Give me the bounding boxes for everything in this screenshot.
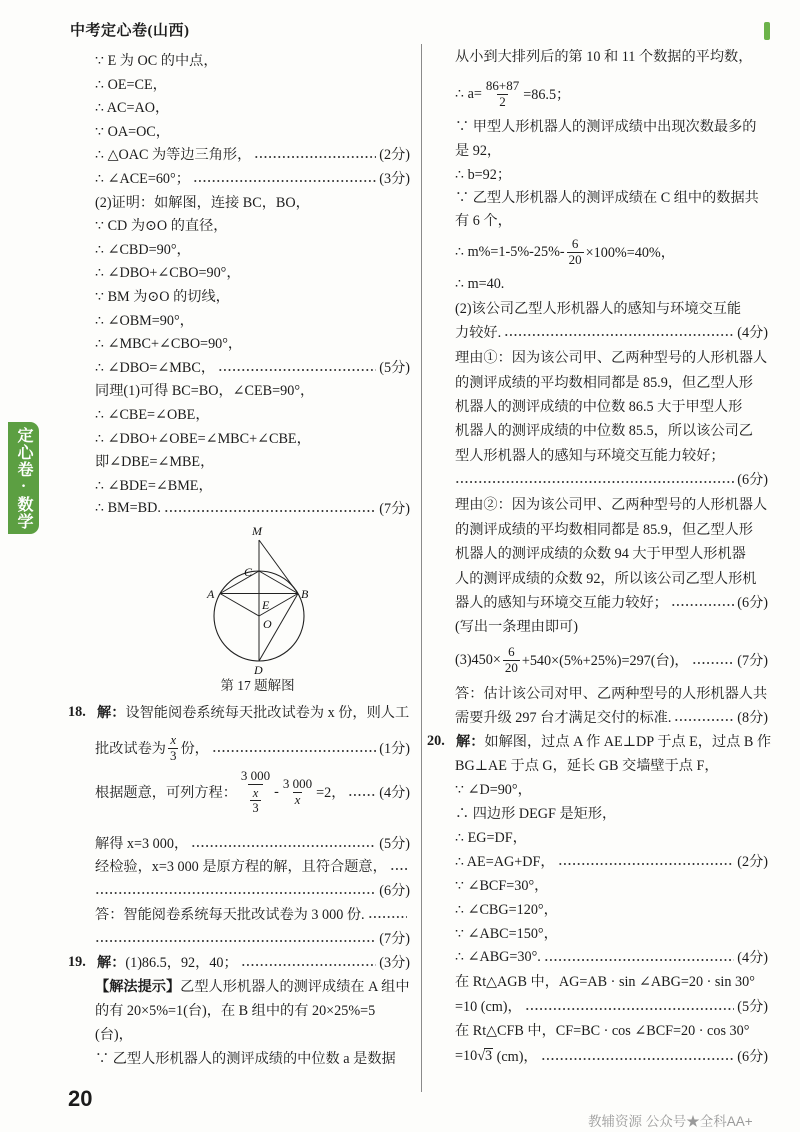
- question-number: 19.: [68, 953, 86, 970]
- score-label: (6分): [737, 1049, 768, 1065]
- answer-line: [455, 467, 768, 491]
- answer-line: 在 Rt△AGB 中，AG=AB · sin ∠ABG=20 · sin 30°: [455, 974, 755, 990]
- answer-line: ∴ ∠CBG=120°，: [455, 902, 558, 918]
- answer-line: (台)，: [95, 1027, 133, 1043]
- dot-leader: [191, 831, 376, 855]
- corner-mark: [764, 22, 770, 40]
- dot-leader: [368, 902, 407, 926]
- answer-line: =10 √ 3 (cm)， (6分): [455, 1044, 768, 1068]
- score-label: (5分): [379, 360, 410, 376]
- answer-line: 人的测评成绩的众数 92，所以该公司乙型人形机: [455, 571, 757, 587]
- dot-leader: [254, 142, 376, 166]
- answer-line: ∴ ∠DBO+∠OBE=∠MBC+∠CBE，: [95, 431, 311, 447]
- dot-leader: [674, 705, 734, 729]
- dot-leader: [390, 854, 407, 878]
- dot-leader: [558, 849, 735, 873]
- answer-line: (2)证明：如解图，连接 BC，BO，: [95, 195, 310, 211]
- answer-line: [95, 878, 410, 902]
- dot-leader: [525, 994, 735, 1018]
- answer-line: 机器人的测评成绩的中位数 85.5，所以该公司乙: [455, 423, 753, 439]
- question-number: 18.: [68, 703, 86, 720]
- answer-line: ∵ ∠BCF=30°，: [455, 878, 549, 894]
- answer-line: ∴ ∠ABG=30°. (4分): [455, 945, 768, 969]
- answer-line: 同理(1)可得 BC=BO，∠CEB=90°，: [95, 383, 315, 399]
- hint-line: 【解法提示】 乙型人形机器人的测评成绩在 A 组中: [95, 974, 410, 998]
- answer-line: (写出一条理由即可): [455, 619, 578, 635]
- dot-leader: [164, 496, 376, 520]
- point-label-a: A: [207, 587, 215, 601]
- equation-line: ∴ m%=1-5%-25%- $\frac{6}{20}$ ×100%=40%，: [455, 235, 675, 267]
- answer-line: ∴ EG=DF，: [455, 830, 527, 846]
- answer-line: ∵ E 为 OC 的中点，: [95, 53, 218, 69]
- answer-line: 答：智能阅卷系统每天批改试卷为 3 000 份.: [95, 902, 410, 926]
- answer-line: 经检验，x=3 000 是原方程的解，且符合题意，: [95, 854, 410, 878]
- fraction: $\frac{3 000}{x}$: [282, 775, 313, 807]
- answer-line: 即∠DBE=∠MBE，: [95, 454, 215, 470]
- answer-line: 的测评成绩的平均数相同都是 85.9，但乙型人形: [455, 375, 753, 391]
- equation-line: (3)450× $\frac{6}{20}$ +540×(5%+25%)=297(台)， (7分): [455, 643, 768, 675]
- segment-cb: [259, 571, 298, 594]
- point-label-b: B: [301, 587, 309, 601]
- segment-mb: [259, 540, 298, 594]
- answer-line: 答：估计该公司对甲、乙两种型号的人形机器人共: [455, 686, 768, 702]
- dot-leader: [504, 320, 734, 344]
- page-number: 20: [68, 1086, 93, 1111]
- answer-line: 的测评成绩的平均数相同都是 85.9，但乙型人形: [455, 522, 753, 538]
- answer-line: 型人形机器人的感知与环境交互能力较好；: [455, 448, 725, 464]
- dot-leader: [544, 945, 734, 969]
- answer-line: ∴ ∠CBE=∠OBE，: [95, 407, 210, 423]
- answer-line: (2)该公司乙型人形机器人的感知与环境交互能: [455, 301, 742, 317]
- fraction: $\frac{3 000}{\frac{x}{3}}$: [240, 767, 271, 815]
- answer-line: ∵ 乙型人形机器人的测评成绩的中位数 a 是数据: [95, 1051, 396, 1067]
- answer-line: 理由①：因为该公司甲、乙两种型号的人形机器人: [455, 350, 768, 366]
- score-label: (4分): [737, 950, 768, 966]
- score-label: (4分): [379, 785, 410, 801]
- point-label-o: O: [263, 617, 272, 631]
- answer-line: ∴ BM=BD. (7分): [95, 496, 410, 520]
- score-label: (6分): [379, 883, 410, 899]
- figure-caption: 第 17 题解图: [220, 678, 295, 693]
- answer-line: 在 Rt△CFB 中，CF=BC · cos ∠BCF=20 · cos 30°: [455, 1023, 750, 1039]
- answer-line: ∵ ∠D=90°，: [455, 782, 532, 798]
- fraction: $\frac{6}{20}$: [504, 643, 518, 675]
- question-19-line: 19. 解： (1)86.5，92，40； (3分): [68, 950, 410, 974]
- dot-leader: [455, 467, 734, 491]
- nested-fraction: $\frac{x}{3}$: [252, 785, 259, 815]
- score-label: (4分): [737, 325, 768, 341]
- score-label: (6分): [737, 595, 768, 611]
- answer-line: ∵ 甲型人形机器人的测评成绩中出现次数最多的: [455, 119, 757, 135]
- answer-line: 力较好. (4分): [455, 320, 768, 344]
- dot-leader: [218, 355, 376, 379]
- fraction: $\frac{6}{20}$: [568, 235, 582, 267]
- segment-ac: [220, 571, 259, 594]
- point-label-c: C: [244, 565, 253, 579]
- equation-line: 根据题意，可列方程： $\frac{3 000}{\frac{x}{3}}$ - $\frac{3 000}{x}$ =2， (4分): [95, 767, 410, 815]
- figure-17-diagram: [195, 518, 320, 683]
- answer-line: ∵ 乙型人形机器人的测评成绩在 C 组中的数据共: [455, 190, 759, 206]
- score-label: (3分): [379, 171, 410, 187]
- score-label: (7分): [737, 653, 768, 669]
- answer-line: ∴ OE=CE，: [95, 77, 167, 93]
- point-label-e: E: [262, 598, 270, 612]
- answer-line: =10 (cm)， (5分): [455, 994, 768, 1018]
- answer-line: ∴ 四边形 DEGF 是矩形，: [455, 806, 617, 822]
- answer-line: ∴ ∠BDE=∠BME，: [95, 478, 213, 494]
- score-label: (1分): [379, 741, 410, 757]
- score-label: (2分): [379, 147, 410, 163]
- fraction: $\frac{x}{3}$: [169, 731, 177, 763]
- answer-line: [95, 926, 410, 950]
- dot-leader: [541, 1044, 735, 1068]
- answer-line: 理由②：因为该公司甲、乙两种型号的人形机器人: [455, 497, 768, 513]
- answer-line: ∵ CD 为⊙O 的直径，: [95, 218, 228, 234]
- equation-line: ∴ a= $\frac{86+87}{2}$ =86.5；: [455, 77, 571, 109]
- answer-line: ∴ ∠DBO=∠MBC， (5分): [95, 355, 410, 379]
- answer-line: 是 92，: [455, 143, 502, 159]
- question-number: 20.: [427, 732, 445, 749]
- answer-line: ∴ ∠DBO+∠CBO=90°，: [95, 265, 241, 281]
- answer-line: 批改试卷为 $\frac{x}{3}$ 份， (1分): [95, 731, 410, 763]
- hint-label: 【解法提示】: [95, 979, 181, 995]
- answer-line: ∵ OA=OC，: [95, 124, 170, 140]
- dot-leader: [193, 166, 376, 190]
- question-20-line: 20. 解： 如解图，过点 A 作 AE⊥DP 于点 E，过点 B 作: [427, 732, 772, 750]
- score-label: (7分): [379, 931, 410, 947]
- score-label: (5分): [737, 999, 768, 1015]
- answer-line: 解得 x=3 000， (5分): [95, 831, 410, 855]
- answer-line: 机器人的测评成绩的众数 94 大于甲型人形机器: [455, 546, 746, 562]
- answer-line: 需要升级 297 台才满足交付的标准. (8分): [455, 705, 768, 729]
- dot-leader: [241, 950, 377, 974]
- answer-line: 从小到大排列后的第 10 和 11 个数据的平均数，: [455, 49, 753, 65]
- point-label-d: D: [254, 663, 263, 677]
- answer-line: ∴ m=40.: [455, 275, 505, 292]
- book-title: 中考定心卷(山西): [70, 23, 190, 39]
- answer-line: ∴ b=92；: [455, 167, 512, 183]
- answer-line: ∴ ∠OBM=90°，: [95, 313, 194, 329]
- score-label: (3分): [379, 955, 410, 971]
- segment-ao: [220, 594, 259, 617]
- score-label: (5分): [379, 836, 410, 852]
- answer-line: 的有 20×5%=1(台)，在 B 组中的有 20×25%=5: [95, 1003, 376, 1019]
- answer-line: ∴ ∠CBD=90°，: [95, 242, 191, 258]
- score-label: (8分): [737, 710, 768, 726]
- answer-line: ∴ ∠ACE=60°； (3分): [95, 166, 410, 190]
- dot-leader: [348, 780, 376, 804]
- answer-line: ∴ △OAC 为等边三角形， (2分): [95, 142, 410, 166]
- answer-line: ∴ AC=AO，: [95, 100, 170, 116]
- answer-line: ∵ ∠ABC=150°，: [455, 926, 558, 942]
- score-label: (6分): [737, 472, 768, 488]
- column-divider: [421, 44, 422, 1092]
- dot-leader: [671, 590, 734, 614]
- score-label: (7分): [379, 501, 410, 517]
- square-root: √ 3: [477, 1047, 493, 1064]
- answer-line: ∵ BM 为⊙O 的切线，: [95, 289, 230, 305]
- dot-leader: [95, 926, 376, 950]
- side-tab-label: 定心卷·数学: [15, 426, 32, 530]
- answer-line: 机器人的测评成绩的中位数 86.5 大于甲型人形: [455, 399, 743, 415]
- watermark: 教辅资源 公众号★全科AA+: [588, 1114, 753, 1129]
- dot-leader: [95, 878, 376, 902]
- answer-line: 器人的感知与环境交互能力较好； (6分): [455, 590, 768, 614]
- score-label: (2分): [737, 854, 768, 870]
- answer-line: BG⊥AE 于点 G，延长 GB 交墙壁于点 F，: [455, 758, 719, 774]
- answer-line: ∴ AE=AG+DF， (2分): [455, 849, 768, 873]
- dot-leader: [212, 736, 376, 760]
- answer-line: ∴ ∠MBC+∠CBO=90°，: [95, 336, 243, 352]
- side-tab: [8, 422, 39, 534]
- dot-leader: [692, 648, 735, 672]
- question-18-line: 18. 解： 设智能阅卷系统每天批改试卷为 x 份，则人工: [68, 703, 410, 721]
- answer-line: 有 6 个，: [455, 213, 512, 229]
- fraction: $\frac{86+87}{2}$: [485, 77, 520, 109]
- point-label-m: M: [252, 524, 262, 538]
